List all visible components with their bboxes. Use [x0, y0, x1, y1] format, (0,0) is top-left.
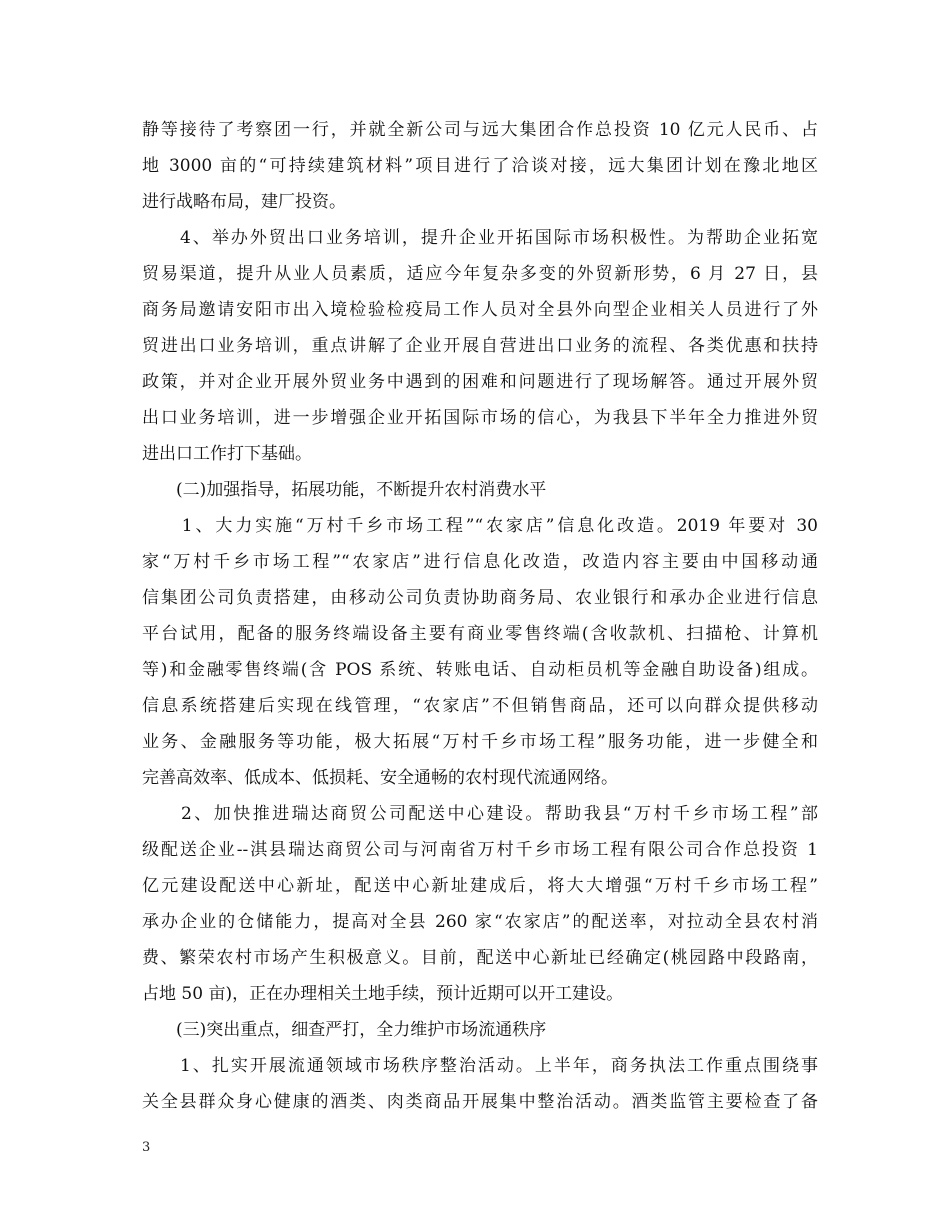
- document-body: [142, 112, 818, 1120]
- text-line: 等)和金融零售终端(含 POS 系统、转账电话、自动柜员机等金融自助设备)组成。: [142, 660, 818, 680]
- text-line: 1、扎实开展流通领域市场秩序整治活动。上半年，商务执法工作重点围绕事: [142, 1056, 818, 1076]
- text-line: 信集团公司负责搭建，由移动公司负责协助商务局、农业银行和承办企业进行信息: [142, 588, 818, 608]
- text-line: 出口业务培训，进一步增强企业开拓国际市场的信心，为我县下半年全力推进外贸: [142, 408, 818, 428]
- text-line: 完善高效率、低成本、低损耗、安全通畅的农村现代流通网络。: [142, 768, 618, 788]
- text-line: 级配送企业--淇县瑞达商贸公司与河南省万村千乡市场工程有限公司合作总投资 1: [142, 840, 818, 860]
- text-line: 平台试用，配备的服务终端设备主要有商业零售终端(含收款机、扫描枪、计算机: [142, 624, 818, 644]
- text-line: 占地 50 亩)，正在办理相关土地手续，预计近期可以开工建设。: [142, 984, 624, 1004]
- text-line: 关全县群众身心健康的酒类、肉类商品开展集中整治活动。酒类监管主要检查了备: [142, 1092, 818, 1112]
- section-heading: (二)加强指导，拓展功能，不断提升农村消费水平: [142, 480, 547, 500]
- text-line: 承办企业的仓储能力，提高对全县 260 家“农家店”的配送率，对拉动全县农村消: [142, 912, 818, 932]
- text-line: 家“万村千乡市场工程”“农家店”进行信息化改造，改造内容主要由中国移动通: [142, 552, 818, 572]
- page-number: 3: [142, 1140, 151, 1155]
- text-line: 费、繁荣农村市场产生积极意义。目前，配送中心新址已经确定(桃园路中段路南，: [142, 948, 818, 968]
- text-line: 4、举办外贸出口业务培训，提升企业开拓国际市场积极性。为帮助企业拓宽: [142, 228, 818, 248]
- text-line: 1、大力实施“万村千乡市场工程”“农家店”信息化改造。2019 年要对 30: [142, 516, 818, 536]
- text-line: 业务、金融服务等功能，极大拓展“万村千乡市场工程”服务功能，进一步健全和: [142, 732, 818, 752]
- text-line: 静等接待了考察团一行，并就全新公司与远大集团合作总投资 10 亿元人民币、占: [142, 120, 818, 140]
- section-heading: (三)突出重点，细查严打，全力维护市场流通秩序: [142, 1020, 547, 1040]
- text-line: 地 3000 亩的“可持续建筑材料”项目进行了洽谈对接，远大集团计划在豫北地区: [142, 156, 818, 176]
- text-line: 信息系统搭建后实现在线管理，“农家店”不但销售商品，还可以向群众提供移动: [142, 696, 818, 716]
- text-line: 政策，并对企业开展外贸业务中遇到的困难和问题进行了现场解答。通过开展外贸: [142, 372, 818, 392]
- text-line: 亿元建设配送中心新址，配送中心新址建成后，将大大增强“万村千乡市场工程”: [142, 876, 818, 896]
- text-line: 贸易渠道，提升从业人员素质，适应今年复杂多变的外贸新形势，6 月 27 日，县: [142, 264, 818, 284]
- text-line: 进出口工作打下基础。: [142, 444, 312, 464]
- text-line: 商务局邀请安阳市出入境检验检疫局工作人员对全县外向型企业相关人员进行了外: [142, 300, 818, 320]
- text-line: 2、加快推进瑞达商贸公司配送中心建设。帮助我县“万村千乡市场工程”部: [142, 804, 818, 824]
- text-line: 贸进出口业务培训，重点讲解了企业开展自营进出口业务的流程、各类优惠和扶持: [142, 336, 818, 356]
- text-line: 进行战略布局，建厂投资。: [142, 192, 346, 212]
